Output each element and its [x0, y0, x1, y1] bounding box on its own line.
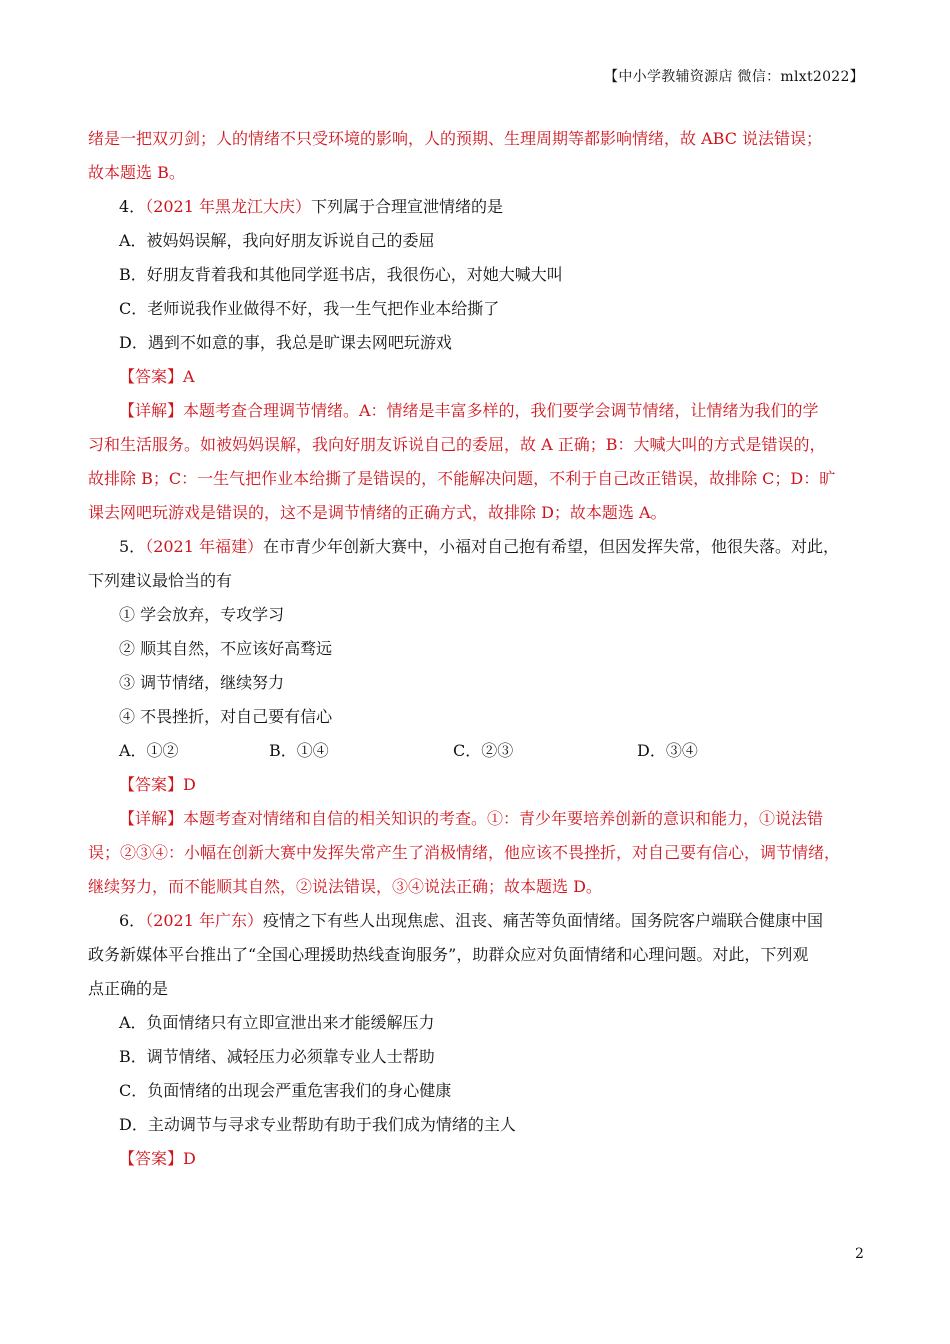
- q5-detail-line-2: 误；②③④：小幅在创新大赛中发挥失常产生了消极情绪，他应该不畏挫折，对自己要有信心，调节情绪，: [88, 843, 841, 862]
- q6-option-c: C．负面情绪的出现会严重危害我们的身心健康: [119, 1081, 452, 1100]
- q6-option-d: D．主动调节与寻求专业帮助有助于我们成为情绪的主人: [119, 1115, 516, 1134]
- q5-stem-line-2: 下列建议最恰当的有: [88, 571, 233, 590]
- q5-statement-2: ② 顺其自然，不应该好高骛远: [119, 639, 333, 658]
- q5-statement-1: ① 学会放弃，专攻学习: [119, 605, 285, 624]
- q4-detail-line-3: 故排除 B；C：一生气把作业本给撕了是错误的，不能解决问题，不利于自己改正错误，故排除 C；D：旷: [88, 469, 836, 488]
- q5-option-a: A．①②: [119, 741, 179, 760]
- q6-stem-line-3: 点正确的是: [88, 979, 169, 998]
- prev-explanation-line-2: 故本题选 B。: [88, 163, 185, 182]
- q5-number: 5．: [119, 537, 146, 556]
- q4-source: （2021 年黑龙江大庆）: [145, 197, 311, 216]
- q4-option-d: D．遇到不如意的事，我总是旷课去网吧玩游戏: [119, 333, 452, 352]
- q5-statement-4: ④ 不畏挫折，对自己要有信心: [119, 707, 333, 726]
- q4-option-b: B．好朋友背着我和其他同学逛书店，我很伤心，对她大喊大叫: [119, 265, 563, 284]
- q4-detail-line-1: 【详解】本题考查合理调节情绪。A：情绪是丰富多样的，我们要学会调节情绪，让情绪为我们的学: [119, 401, 819, 420]
- q4-answer: 【答案】A: [119, 367, 195, 386]
- q5-stem: [88, 530, 864, 564]
- q4-number: 4．: [119, 197, 146, 216]
- q4-detail-line-4: 课去网吧玩游戏是错误的，这不是调节情绪的正确方式，故排除 D；故本题选 A。: [88, 503, 667, 522]
- q4-option-a: A．被妈妈误解，我向好朋友诉说自己的委屈: [119, 231, 435, 250]
- q5-option-c: C．②③: [453, 741, 514, 760]
- q5-answer: 【答案】D: [119, 775, 196, 794]
- q5-statement-3: ③ 调节情绪，继续努力: [119, 673, 285, 692]
- page-header: 【中小学教辅资源店 微信：mlxt2022】: [604, 69, 864, 85]
- q6-stem-line-2: 政务新媒体平台推出了“全国心理援助热线查询服务”，助群众应对负面情绪和心理问题。对此，下列观: [88, 945, 809, 964]
- q5-detail-line-3: 继续努力，而不能顺其自然，②说法错误，③④说法正确；故本题选 D。: [88, 877, 602, 896]
- page-number: 2: [855, 1246, 864, 1262]
- q6-option-b: B．调节情绪、减轻压力必须靠专业人士帮助: [119, 1047, 435, 1066]
- q5-detail-line-1: 【详解】本题考查对情绪和自信的相关知识的考查。①：青少年要培养创新的意识和能力，①说法错: [119, 809, 824, 828]
- q6-stem: [88, 904, 864, 938]
- q5-stem-text: 在市青少年创新大赛中，小福对自己抱有希望，但因发挥失常，他很失落。对此，: [263, 537, 840, 556]
- q5-source: （2021 年福建）: [145, 537, 263, 556]
- q5-option-d: D．③④: [637, 741, 698, 760]
- q5-options: [88, 734, 864, 768]
- document-body: [88, 122, 864, 1176]
- q5-option-b: B．①④: [269, 741, 329, 760]
- prev-explanation-line-1: 绪是一把双刃剑；人的情绪不只受环境的影响，人的预期、生理周期等都影响情绪，故 ABC 说法错误；: [88, 129, 823, 148]
- q4-option-c: C．老师说我作业做得不好，我一生气把作业本给撕了: [119, 299, 500, 318]
- q6-number: 6．: [119, 911, 146, 930]
- q6-stem-text: 疫情之下有些人出现焦虑、沮丧、痛苦等负面情绪。国务院客户端联合健康中国: [263, 911, 824, 930]
- q6-answer: 【答案】D: [119, 1149, 196, 1168]
- q4-stem: [88, 190, 864, 224]
- q6-source: （2021 年广东）: [145, 911, 263, 930]
- q6-option-a: A．负面情绪只有立即宣泄出来才能缓解压力: [119, 1013, 435, 1032]
- q4-stem-text: 下列属于合理宣泄情绪的是: [311, 197, 504, 216]
- q4-detail-line-2: 习和生活服务。如被妈妈误解，我向好朋友诉说自己的委屈，故 A 正确；B：大喊大叫的方式是错误的，: [88, 435, 826, 454]
